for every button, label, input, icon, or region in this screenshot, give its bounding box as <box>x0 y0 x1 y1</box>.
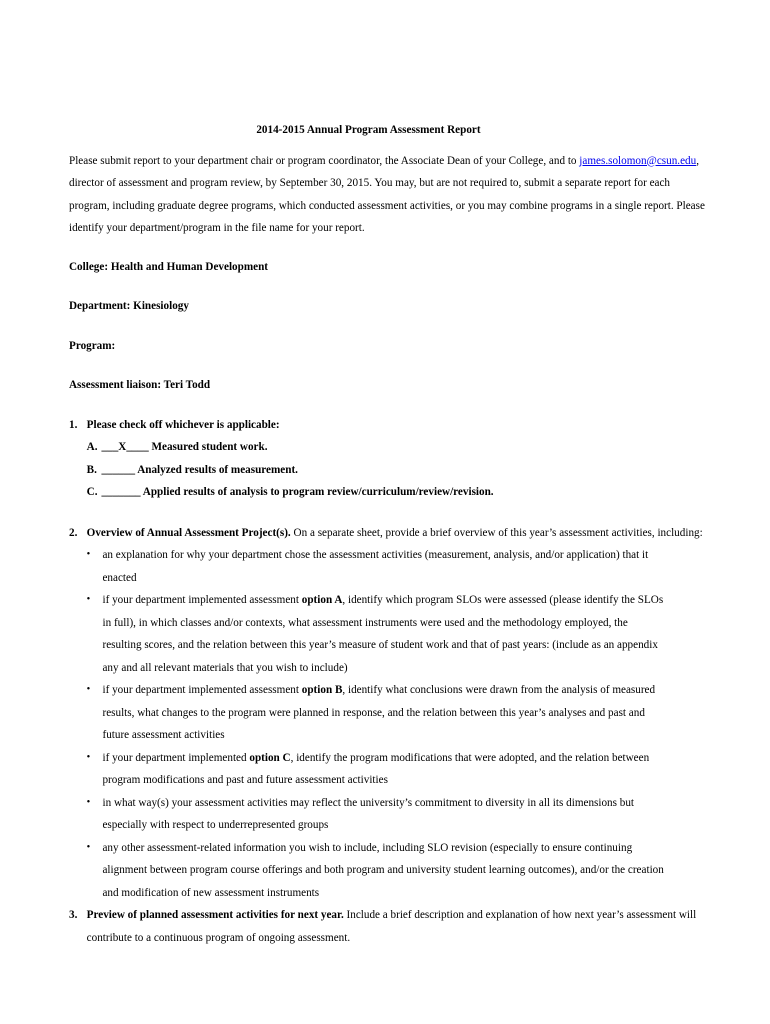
email-link[interactable]: james.solomon@csun.edu <box>579 152 697 167</box>
list-item-bold: option A <box>301 592 343 606</box>
option-text: _______ Applied results of analysis to program review/curriculum/review/revision. <box>101 484 494 498</box>
intro-text-after: , director of assessment and program review, by September 30, 2015. You may, but are not required to, submit a separate report for each program, including graduate degree programs, which conducted assessment activities, or you may combine programs in a single report. Please identify your department/program in the file name for your report. <box>69 152 705 234</box>
question-1 <box>69 413 709 503</box>
option-text: ___X____ Measured student work. <box>101 439 268 453</box>
list-item-text-after: , identify what conclusions were drawn from the analysis of measured results, what changes to the program were planned in response, and the relation between this year’s analyses and past and future assessment activities <box>102 682 656 741</box>
question-2 <box>69 521 709 544</box>
list-item-text: in what way(s) your assessment activities may reflect the university’s commitment to diversity in all its dimensions but especially with respect to underrepresented groups <box>102 794 635 831</box>
bullet-list <box>69 543 664 903</box>
option-text: ______ Analyzed results of measurement. <box>101 461 298 476</box>
bullet-icon: • <box>86 795 91 808</box>
question-heading: Preview of planned assessment activities for next year. <box>86 907 344 921</box>
question-number: 2. <box>69 524 78 539</box>
question-number: 1. <box>69 416 78 431</box>
bullet-icon: • <box>86 840 91 853</box>
question-heading: Overview of Annual Assessment Project(s). <box>86 524 291 539</box>
list-item-text-after: , identify which program SLOs were assessed (please identify the SLOs in full), in which classes and/or contexts, what assessment instruments were used and the methodology employed, the resulting scores, and the relation between this year’s measure of student work and that of past years: (include as an appendix any and all relevant materials that you wish to include) <box>102 592 664 674</box>
list-item <box>69 746 664 791</box>
list-item <box>69 678 664 746</box>
list-item <box>69 588 664 678</box>
program-field: Program: <box>69 337 116 352</box>
option-letter: C. <box>86 484 98 498</box>
list-item-bold: option B <box>301 682 343 696</box>
question-heading: Please check off whichever is applicable: <box>86 416 280 431</box>
option-a <box>87 435 709 458</box>
question-3 <box>69 903 709 948</box>
liaison-field: Assessment liaison: Teri Todd <box>69 377 211 391</box>
list-item <box>69 791 664 836</box>
list-item-text: if your department implemented assessment <box>102 682 302 696</box>
bullet-icon: • <box>86 593 91 605</box>
page-title: 2014-2015 Annual Program Assessment Report <box>256 122 481 136</box>
college-field: College: Health and Human Development <box>69 258 269 273</box>
question-intro-line <box>87 521 709 544</box>
question-number: 3. <box>69 907 78 921</box>
list-item-text: any other assessment-related information you wish to include, including SLO revision (especially to ensure continuing alignment between program course offerings and both program and university student learning outcomes), and/or the creation and modification of new assessment instruments <box>102 839 664 899</box>
list-item-text: an explanation for why your department chose the assessment activities (measurement, analysis, and/or application) that it enacted <box>102 547 649 584</box>
question-intro: Include a brief description and explanation of how next year’s assessment will contribute to a continuous program of ongoing assessment. <box>86 907 697 944</box>
document-body <box>69 118 705 948</box>
intro-text-before: Please submit report to your department chair or program coordinator, the Associate Dean of your College, and to <box>69 152 580 167</box>
list-item-text-after: , identify the program modifications that were adopted, and the relation between program modifications and past and future assessment activities <box>102 749 650 786</box>
question-intro: On a separate sheet, provide a brief overview of this year’s assessment activities, including: <box>290 524 703 539</box>
list-item <box>69 543 664 588</box>
list-item-bold: option C <box>249 749 291 764</box>
bullet-icon: • <box>86 548 91 560</box>
list-item-text: if your department implemented assessment <box>102 592 302 606</box>
intro-paragraph <box>69 149 709 239</box>
list-item-text: if your department implemented <box>102 749 250 764</box>
bullet-icon: • <box>86 683 91 695</box>
department-field: Department: Kinesiology <box>69 298 189 312</box>
bullet-icon: • <box>86 750 91 763</box>
option-letter: A. <box>86 439 98 453</box>
option-letter: B. <box>86 461 97 476</box>
option-c <box>87 480 709 503</box>
list-item <box>69 836 664 904</box>
option-b <box>87 458 709 481</box>
question-intro-line <box>87 903 709 948</box>
